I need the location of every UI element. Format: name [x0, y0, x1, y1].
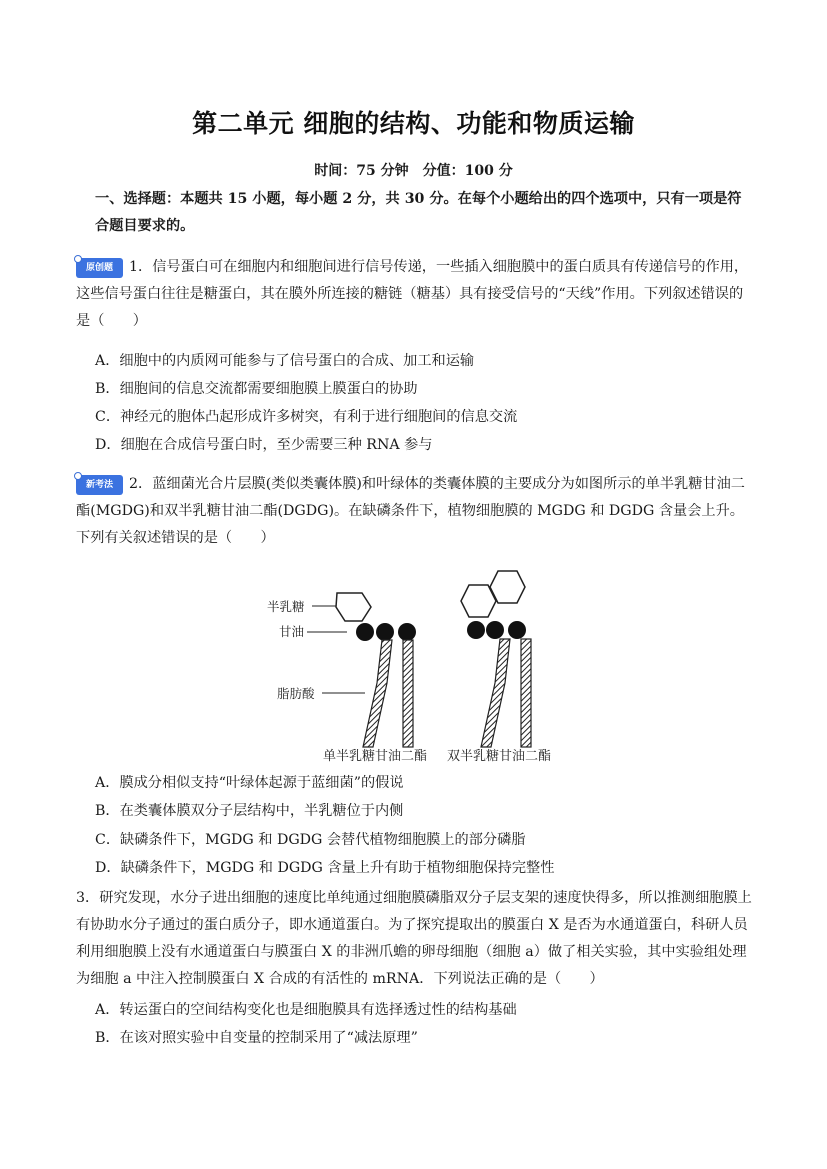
glycerol-bead: [486, 621, 504, 639]
q2-option-d: D．缺磷条件下，MGDG 和 DGDG 含量上升有助于植物细胞保持完整性: [95, 860, 555, 876]
q1-option-c: C．神经元的胞体凸起形成许多树突，有利于进行细胞间的信息交流: [95, 409, 518, 425]
glycerol-bead: [398, 623, 416, 641]
fatty-acid-tail: [481, 639, 510, 747]
q2-option-a: A．膜成分相似支持“叶绿体起源于蓝细菌”的假说: [95, 775, 404, 791]
glycolipid-figure: [255, 565, 575, 765]
q2-option-c: C．缺磷条件下，MGDG 和 DGDG 会替代植物细胞膜上的部分磷脂: [95, 832, 526, 848]
label-fatty-acid: 脂肪酸: [277, 686, 315, 701]
question-2: [76, 471, 754, 552]
galactose-hexagon: [490, 571, 525, 603]
q1-option-b: B．细胞间的信息交流都需要细胞膜上膜蛋白的协助: [95, 381, 418, 397]
q3-option-b: B．在该对照实验中自变量的控制采用了“减法原理”: [95, 1030, 418, 1046]
question-3-stem: 3．研究发现，水分子进出细胞的速度比单纯通过细胞膜磷脂双分子层支架的速度快得多，所以推测细胞膜上有协助水分子通过的蛋白质分子，即水通道蛋白。为了探究提取出的膜蛋白 X 是否为水通道蛋白，科研人员利用细胞膜上没有水通道蛋白与膜蛋白 X 的非洲爪蟾的卵母细胞（细胞 a）做了相关实验，其中实验组处理为细胞 a 中注入控制膜蛋白 X 合成的有活性的 mRNA．下列说法正确的是（ ）: [76, 890, 752, 987]
section-heading: 一、选择题：本题共 15 小题，每小题 2 分，共 30 分。在每个小题给出的四个选项中，只有一项是符合题目要求的。: [95, 191, 742, 234]
question-2-stem: 2．蓝细菌光合片层膜(类似类囊体膜)和叶绿体的类囊体膜的主要成分为如图所示的单半乳糖甘油二酯(MGDG)和双半乳糖甘油二酯(DGDG)。在缺磷条件下，植物细胞膜的 MGDG 和 DGDG 含量会上升。下列有关叙述错误的是（ ）: [76, 476, 745, 546]
fatty-acid-tail: [363, 640, 392, 747]
fatty-acid-tail: [403, 640, 413, 747]
glycerol-bead: [467, 621, 485, 639]
dgdg-molecule: [461, 571, 531, 747]
glycerol-bead: [356, 623, 374, 641]
exam-meta: 时间：75 分钟 分值：100 分: [314, 163, 513, 179]
label-glycerol: 甘油: [279, 624, 305, 639]
page-title: 第二单元 细胞的结构、功能和物质运输: [192, 109, 635, 138]
q1-option-d: D．细胞在合成信号蛋白时，至少需要三种 RNA 参与: [95, 437, 433, 453]
q3-option-a: A．转运蛋白的空间结构变化也是细胞膜具有选择透过性的结构基础: [95, 1002, 517, 1018]
badge-new-method: 新考法: [76, 475, 123, 495]
q2-option-b: B．在类囊体膜双分子层结构中，半乳糖位于内侧: [95, 803, 404, 819]
label-galactose: 半乳糖: [267, 599, 305, 614]
glycerol-bead: [508, 621, 526, 639]
caption-dgdg: 双半乳糖甘油二酯: [447, 749, 552, 764]
q1-option-a: A．细胞中的内质网可能参与了信号蛋白的合成、加工和运输: [95, 353, 475, 369]
badge-original: 原创题: [76, 258, 123, 278]
glycerol-bead: [376, 623, 394, 641]
caption-mgdg: 单半乳糖甘油二酯: [323, 749, 428, 764]
question-1-stem: 1．信号蛋白可在细胞内和细胞间进行信号传递，一些插入细胞膜中的蛋白质具有传递信号的作用，这些信号蛋白往往是糖蛋白，其在膜外所连接的糖链（糖基）具有接受信号的“天线”作用。下列叙述错误的是（ ）: [76, 259, 749, 329]
galactose-hexagon: [336, 593, 371, 621]
mgdg-molecule: [336, 593, 416, 747]
question-1: [76, 254, 754, 335]
fatty-acid-tail: [521, 639, 531, 747]
question-3: [76, 885, 754, 993]
